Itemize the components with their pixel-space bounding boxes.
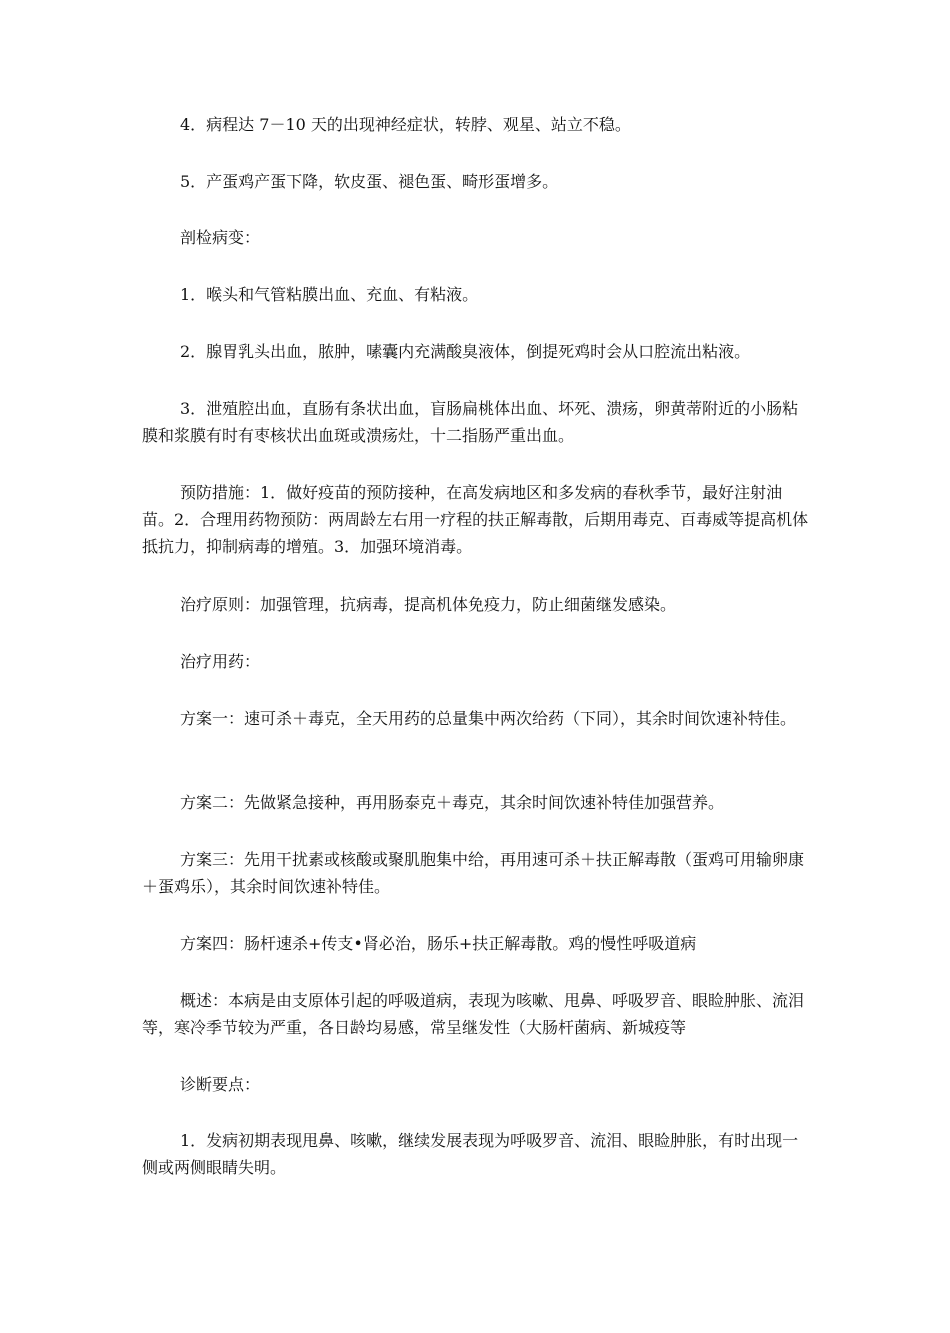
paragraph-symptom-4: 4．病程达 7－10 天的出现神经症状，转脖、观星、站立不稳。 — [180, 115, 631, 134]
paragraph-overview: 概述：本病是由支原体引起的呼吸道病，表现为咳嗽、甩鼻、呼吸罗音、眼睑肿胀、流泪等，寒冷季节较为严重，各日龄均易感，常呈继发性（大肠杆菌病、新城疫等 — [142, 991, 805, 1037]
paragraph-plan-3: 方案三：先用干扰素或核酸或聚肌胞集中给，再用速可杀＋扶正解毒散（蛋鸡可用输卵康＋蛋鸡乐），其余时间饮速补特佳。 — [142, 850, 805, 896]
paragraph-treatment-principle: 治疗原则：加强管理，抗病毒，提高机体免疫力，防止细菌继发感染。 — [180, 595, 677, 614]
paragraph-lesion-2: 2．腺胃乳头出血，脓肿，嗉囊内充满酸臭液体，倒提死鸡时会从口腔流出粘液。 — [180, 342, 751, 361]
paragraph-lesion-1: 1．喉头和气管粘膜出血、充血、有粘液。 — [180, 285, 479, 304]
paragraph-diagnosis-1: 1．发病初期表现甩鼻、咳嗽，继续发展表现为呼吸罗音、流泪、眼睑肿胀，有时出现一侧或两侧眼睛失明。 — [142, 1131, 799, 1177]
paragraph-plan-4: 方案四：肠杆速杀+传支•肾必治，肠乐+扶正解毒散。鸡的慢性呼吸道病 — [180, 934, 697, 953]
paragraph-lesion-3: 3．泄殖腔出血，直肠有条状出血，盲肠扁桃体出血、坏死、溃疡，卵黄蒂附近的小肠粘膜和浆膜有时有枣核状出血斑或溃疡灶，十二指肠严重出血。 — [142, 399, 799, 445]
paragraph-plan-2: 方案二：先做紧急接种，再用肠泰克＋毒克，其余时间饮速补特佳加强营养。 — [180, 793, 725, 812]
paragraph-plan-1: 方案一：速可杀＋毒克，全天用药的总量集中两次给药（下同），其余时间饮速补特佳。 — [180, 709, 797, 728]
paragraph-prevention: 预防措施：1．做好疫苗的预防接种，在高发病地区和多发病的春秋季节，最好注射油苗。2．合理用药物预防：两周龄左右用一疗程的扶正解毒散，后期用毒克、百毒威等提高机体抵抗力，抑制病毒的增殖。3．加强环境消毒。 — [142, 483, 809, 556]
paragraph-symptom-5: 5．产蛋鸡产蛋下降，软皮蛋、褪色蛋、畸形蛋增多。 — [180, 172, 559, 191]
heading-treatment-drugs: 治疗用药： — [180, 652, 261, 671]
heading-diagnosis-points: 诊断要点： — [180, 1075, 261, 1094]
heading-autopsy-lesions: 剖检病变： — [180, 228, 261, 247]
